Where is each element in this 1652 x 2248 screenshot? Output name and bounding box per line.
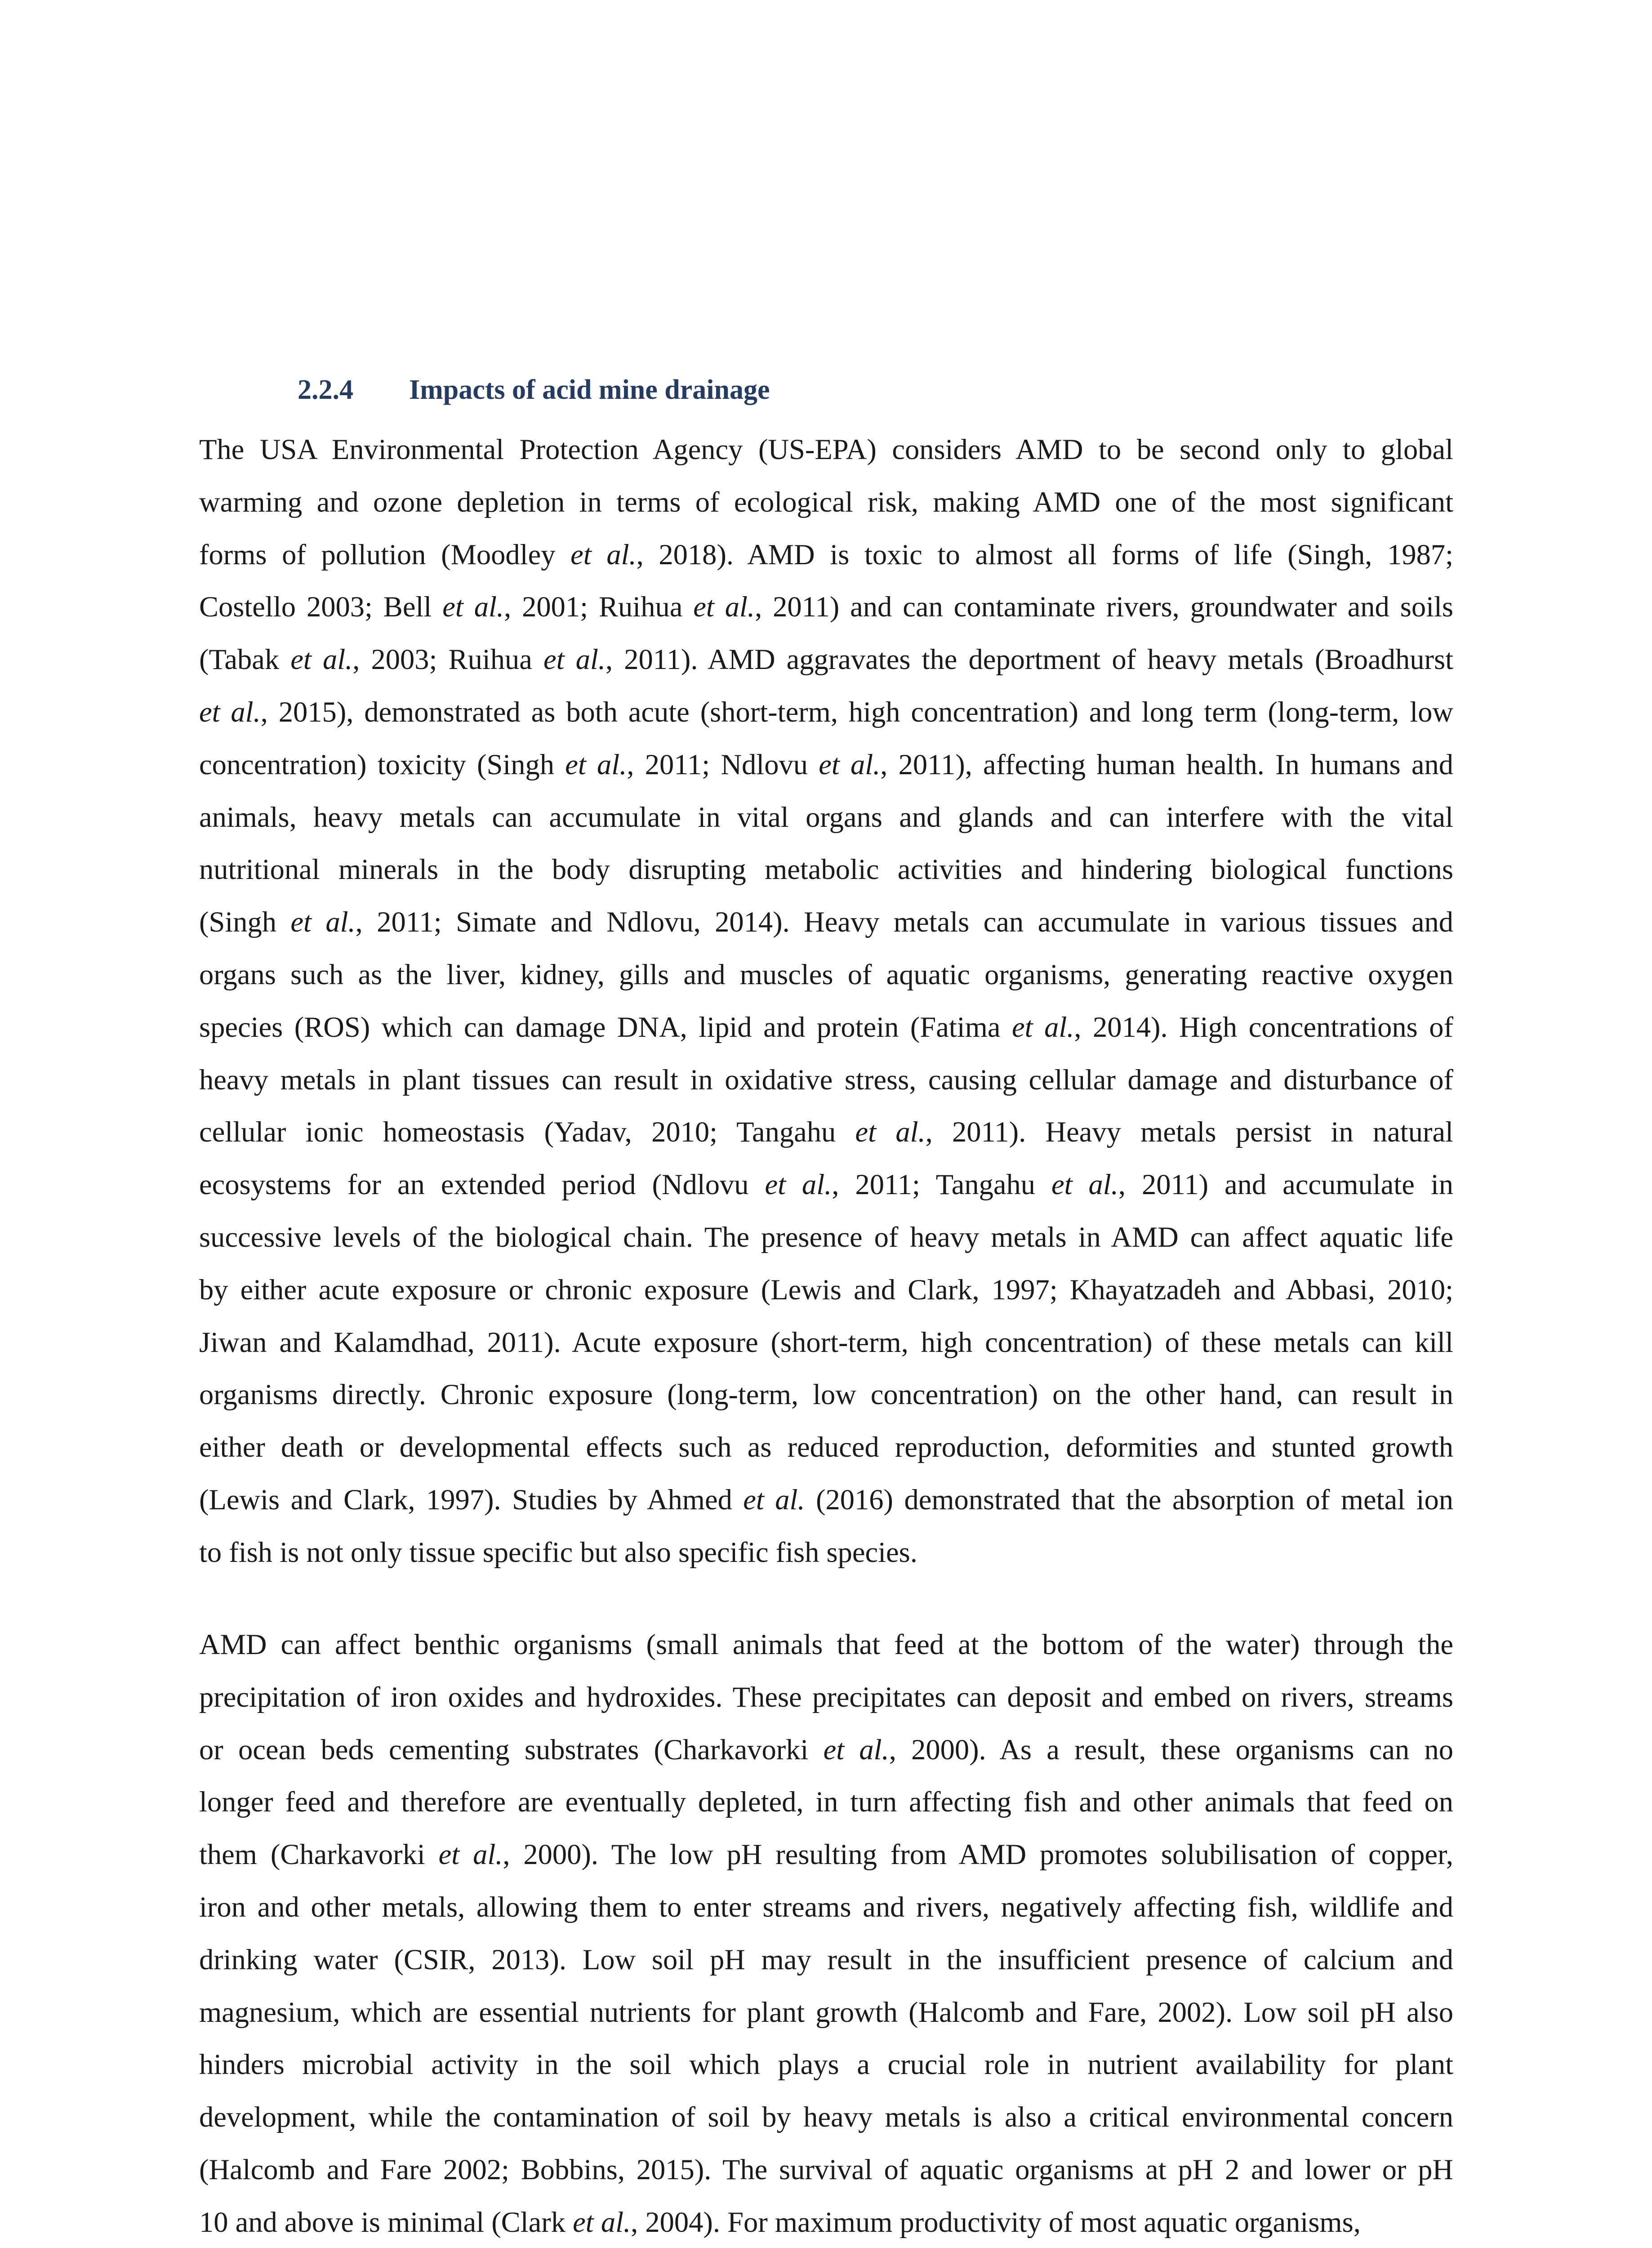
text-line: precipitation of iron oxides and hydroxides. These precipitates can deposit and embed on rivers, streams [199, 1681, 1453, 1713]
text-line: concentration) toxicity (Singh et al., 2011; Ndlovu et al., 2011), affecting human health. In humans and [199, 748, 1454, 781]
paragraph-2 [199, 1619, 1453, 2248]
text-line: hinders microbial activity in the soil which plays a crucial role in nutrient availability for plant [199, 2048, 1453, 2081]
text-line: development, while the contamination of soil by heavy metals is also a critical environmental concern [199, 2101, 1453, 2133]
text-line: nutritional minerals in the body disrupting metabolic activities and hindering biological functions [199, 853, 1453, 886]
text-line: Costello 2003; Bell et al., 2001; Ruihua et al., 2011) and can contaminate rivers, groundwater and soils [199, 591, 1454, 623]
section-heading [298, 374, 770, 406]
text-line: species (ROS) which can damage DNA, lipid and protein (Fatima et al., 2014). High concentrations of [199, 1011, 1454, 1043]
text-line: (Singh et al., 2011; Simate and Ndlovu, 2014). Heavy metals can accumulate in various tissues and [199, 906, 1453, 938]
paragraph-1 [199, 424, 1453, 1579]
text-line: ecosystems for an extended period (Ndlovu et al., 2011; Tangahu et al., 2011) and accumulate in [199, 1169, 1454, 1201]
text-line: 10 and above is minimal (Clark et al., 2004). For maximum productivity of most aquatic organisms, [199, 2206, 1361, 2238]
text-line: (Lewis and Clark, 1997). Studies by Ahmed et al. (2016) demonstrated that the absorption of metal ion [199, 1483, 1453, 1516]
text-line: successive levels of the biological chain. The presence of heavy metals in AMD can affect aquatic life [199, 1221, 1453, 1253]
text-line: warming and ozone depletion in terms of ecological risk, making AMD one of the most significant [199, 486, 1453, 518]
text-line: iron and other metals, allowing them to enter streams and rivers, negatively affecting fish, wildlife and [199, 1891, 1453, 1923]
text-line: drinking water (CSIR, 2013). Low soil pH may result in the insufficient presence of calcium and [199, 1943, 1453, 1976]
text-line: or ocean beds cementing substrates (Charkavorki et al., 2000). As a result, these organisms can no [199, 1733, 1453, 1766]
text-line: animals, heavy metals can accumulate in vital organs and glands and can interfere with the vital [199, 801, 1453, 833]
text-line: by either acute exposure or chronic exposure (Lewis and Clark, 1997; Khayatzadeh and Abbasi, 2010; [199, 1273, 1453, 1306]
text-line: them (Charkavorki et al., 2000). The low pH resulting from AMD promotes solubilisation of copper, [199, 1838, 1453, 1871]
text-line: Jiwan and Kalamdhad, 2011). Acute exposure (short-term, high concentration) of these metals can kill [199, 1326, 1453, 1358]
text-line: either death or developmental effects such as reduced reproduction, deformities and stunted growth [199, 1431, 1453, 1463]
text-line: AMD can affect benthic organisms (small animals that feed at the bottom of the water) through the [199, 1628, 1453, 1660]
text-line: organs such as the liver, kidney, gills and muscles of aquatic organisms, generating reactive oxygen [199, 958, 1453, 990]
section-number: 2.2.4 [298, 375, 353, 405]
text-line: forms of pollution (Moodley et al., 2018). AMD is toxic to almost all forms of life (Singh, 1987; [199, 538, 1453, 571]
text-line: et al., 2015), demonstrated as both acute (short-term, high concentration) and long term (long-term, low [199, 696, 1453, 728]
text-line: (Tabak et al., 2003; Ruihua et al., 2011). AMD aggravates the deportment of heavy metals (Broadhurst [199, 643, 1453, 676]
text-line: The USA Environmental Protection Agency (US-EPA) considers AMD to be second only to global [199, 433, 1453, 465]
text-line: magnesium, which are essential nutrients for plant growth (Halcomb and Fare, 2002). Low soil pH also [199, 1996, 1453, 2028]
text-line: cellular ionic homeostasis (Yadav, 2010; Tangahu et al., 2011). Heavy metals persist in natural [199, 1116, 1453, 1148]
section-title: Impacts of acid mine drainage [409, 375, 770, 405]
text-line: organisms directly. Chronic exposure (long-term, low concentration) on the other hand, can result in [199, 1378, 1453, 1411]
text-line: to fish is not only tissue specific but also specific fish species. [199, 1536, 917, 1568]
text-line: heavy metals in plant tissues can result in oxidative stress, causing cellular damage and disturbance of [199, 1063, 1453, 1096]
text-line: longer feed and therefore are eventually depleted, in turn affecting fish and other animals that feed on [199, 1786, 1453, 1818]
text-line: (Halcomb and Fare 2002; Bobbins, 2015). The survival of aquatic organisms at pH 2 and lower or pH [199, 2153, 1453, 2186]
